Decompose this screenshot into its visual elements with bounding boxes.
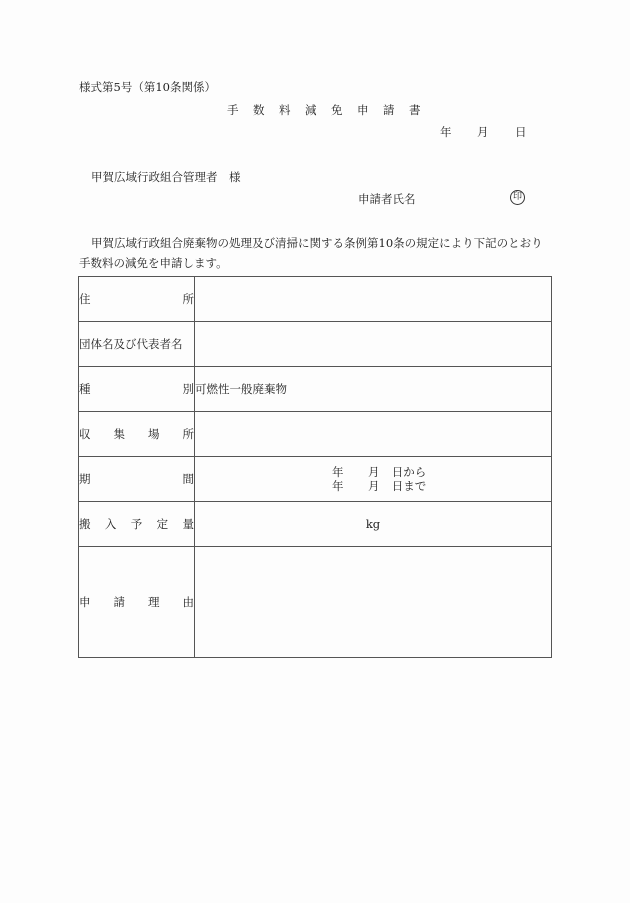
label-char: 団体名及び代表者名 bbox=[79, 337, 183, 351]
title-char: 申 bbox=[357, 103, 369, 117]
period-from-year: 年 bbox=[332, 465, 344, 479]
label-char: 場 bbox=[148, 427, 160, 441]
period-from bbox=[195, 465, 551, 479]
date-day: 日 bbox=[515, 125, 527, 139]
label-char: 由 bbox=[182, 595, 194, 609]
label-char: 集 bbox=[113, 427, 125, 441]
table-row-planned-amount bbox=[79, 502, 552, 547]
addressee: 甲賀広域行政組合管理者 様 bbox=[91, 170, 241, 184]
title-char: 料 bbox=[279, 103, 291, 117]
row-label bbox=[79, 457, 195, 502]
seal-icon: 印 bbox=[510, 190, 525, 205]
period-field[interactable] bbox=[195, 457, 552, 502]
application-form-table bbox=[78, 276, 552, 658]
applicant-name-label: 申請者氏名 bbox=[358, 192, 416, 206]
label-char: 間 bbox=[182, 472, 194, 486]
label-char: 別 bbox=[182, 382, 194, 396]
label-char: 請 bbox=[113, 595, 125, 609]
document-title bbox=[227, 103, 435, 117]
title-char: 請 bbox=[383, 103, 395, 117]
date-line bbox=[440, 125, 527, 139]
form-number: 様式第5号（第10条関係） bbox=[79, 80, 216, 94]
label-char: 理 bbox=[148, 595, 160, 609]
row-label bbox=[79, 547, 195, 658]
label-char: 種 bbox=[79, 382, 91, 396]
unit-kg: kg bbox=[365, 517, 381, 531]
label-char: 定 bbox=[156, 517, 169, 531]
label-char: 所 bbox=[182, 427, 194, 441]
label-char: 所 bbox=[182, 292, 194, 306]
period-from-day: 日から bbox=[391, 465, 427, 479]
body-text-line-2: 手数料の減免を申請します。 bbox=[79, 256, 228, 270]
label-char: 期 bbox=[79, 472, 91, 486]
row-label bbox=[79, 367, 195, 412]
label-char: 入 bbox=[104, 517, 117, 531]
table-row-type bbox=[79, 367, 552, 412]
period-from-month: 月 bbox=[368, 465, 380, 479]
date-year: 年 bbox=[440, 125, 452, 139]
label-char: 申 bbox=[79, 595, 91, 609]
period-to-month: 月 bbox=[368, 479, 380, 493]
body-text-line-1: 甲賀広域行政組合廃棄物の処理及び清掃に関する条例第10条の規定により下記のとおり bbox=[91, 236, 543, 250]
row-label bbox=[79, 502, 195, 547]
table-row-reason bbox=[79, 547, 552, 658]
label-char: 量 bbox=[182, 517, 194, 531]
table-row-collection-place bbox=[79, 412, 552, 457]
planned-amount-field[interactable] bbox=[195, 502, 552, 547]
label-char: 住 bbox=[79, 292, 91, 306]
label-char: 予 bbox=[130, 517, 143, 531]
date-month: 月 bbox=[477, 125, 489, 139]
title-char: 手 bbox=[227, 103, 239, 117]
table-row-period bbox=[79, 457, 552, 502]
period-to bbox=[195, 479, 551, 493]
reason-field[interactable] bbox=[195, 547, 552, 658]
label-char: 収 bbox=[79, 427, 91, 441]
period-to-day: 日まで bbox=[391, 479, 427, 493]
row-label bbox=[79, 322, 195, 367]
label-char: 搬 bbox=[79, 517, 91, 531]
title-char: 書 bbox=[409, 103, 421, 117]
title-char: 数 bbox=[253, 103, 265, 117]
collection-place-field[interactable] bbox=[195, 412, 552, 457]
organization-field[interactable] bbox=[195, 322, 552, 367]
title-char: 減 bbox=[305, 103, 317, 117]
address-field[interactable] bbox=[195, 277, 552, 322]
type-field[interactable]: 可燃性一般廃棄物 bbox=[195, 367, 552, 412]
title-char: 免 bbox=[331, 103, 343, 117]
table-row-address bbox=[79, 277, 552, 322]
row-label bbox=[79, 277, 195, 322]
table-row-organization bbox=[79, 322, 552, 367]
row-label bbox=[79, 412, 195, 457]
period-to-year: 年 bbox=[332, 479, 344, 493]
